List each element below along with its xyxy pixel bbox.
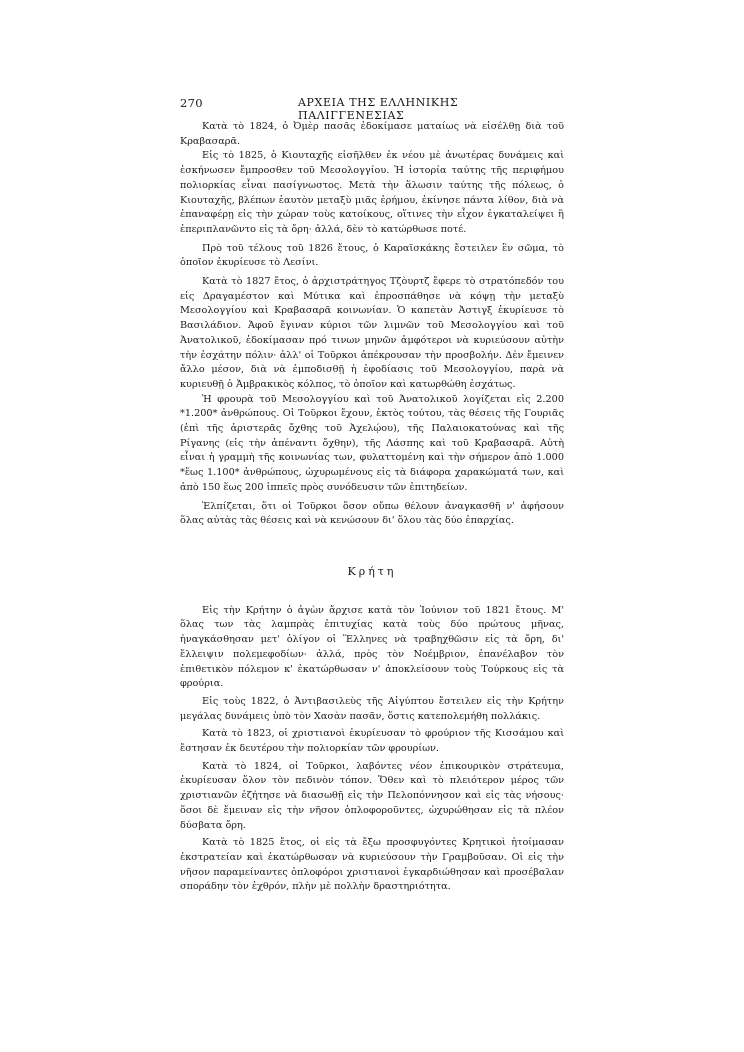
section-title-crete: Κρήτη xyxy=(347,564,397,578)
paragraph-crete-1824: Κατὰ τὸ 1824, οἱ Τοῦρκοι, λαβόντες νέον ἐπικουρικὸν στράτευμα, ἐκυρίευσαν ὅλον τὸν πεδινὸν τόπον. Ὅθεν καὶ τὸ πλειότερον μέρος τῶν χριστιανῶν ἐζήτησε νὰ διασωθῇ εἰς τὴν Πελοπόννησον καὶ εἰς τὰς νήσους· ὅσοι δὲ ἔμειναν εἰς τὴν νῆσον ὁπλοφοροῦντες, ὠχυρώθησαν εἰς τὰ πλέον δύσβατα ὄρη. xyxy=(180,760,564,831)
body-text xyxy=(180,120,564,895)
paragraph-1827-church: Κατὰ τὸ 1827 ἔτος, ὁ ἀρχιστράτηγος Τζὸυρτζ ἔφερε τὸ στρατόπεδόν του εἰς Δραγαμέστον καὶ Μύτικα καὶ ἐπροσπάθησε νὰ κόψῃ τὴν μεταξὺ Μεσολογγίου καὶ Κραβασαρᾶ κοινωνίαν. Ὁ καπετὰν Ἀστιγξ ἐκυρίευσε τὸ Βασιλάδιον. Ἀφοῦ ἔγιναν κύριοι τῶν λιμνῶν τοῦ Μεσολογγίου καὶ τοῦ Ἀνατολικοῦ, ἐδοκίμασαν πρό τινων μηνῶν ἀμφότεροι νὰ κυριεύσουν αὐτὴν τὴν ἐσχάτην πόλιν· ἀλλ' οἱ Τοῦρκοι ἀπέκρουσαν τὴν προσβολήν. Δὲν ἔμεινεν ἄλλο μέσον, διὰ νὰ ἐμποδισθῇ ἡ ἐφοδίασις τοῦ Μεσολογγίου, παρὰ νὰ κυριευθῇ ὁ Ἀμβρακικὸς κόλπος, τὸ ὁποῖον καὶ κατωρθώθη ἐσχάτως. xyxy=(180,276,564,390)
page-header xyxy=(180,96,564,122)
paragraph-crete-1825: Κατὰ τὸ 1825 ἔτος, οἱ εἰς τὰ ἔξω προσφυγόντες Κρητικοὶ ἡτοίμασαν ἐκστρατείαν καὶ ἐκατώρθωσαν νὰ κυριεύσουν τὴν Γραμβοῦσαν. Οἱ εἰς τὴν νῆσον παραμείναντες ὁπλοφόροι χριστιανοὶ ἐγκαρδιώθησαν καὶ προσέβαλαν σποράδην τὸν ἐχθρόν, πλὴν μὲ πολλὴν δραστηριότητα. xyxy=(180,837,564,893)
paragraph-crete-1821: Εἰς τὴν Κρήτην ὁ ἀγὼν ἄρχισε κατὰ τὸν Ἰούνιον τοῦ 1821 ἔτους. Μ' ὅλας των τὰς λαμπρὰς ἐπιτυχίας κατὰ τοὺς δύο πρώτους μῆνας, ἠναγκάσθησαν μετ' ὀλίγον οἱ Ἕλληνες νὰ τραβηχθῶσιν εἰς τὰ ὄρη, δι' ἔλλειψιν πολεμεφοδίων· ἀλλά, πρὸς τὸν Νοέμβριον, ἐπανέλαβον τὸν ἐπιθετικὸν πόλεμον κ' ἐκατώρθωσαν ν' ἀποκλείσουν τοὺς Τούρκους εἰς τὰ φρούρια. xyxy=(180,604,564,690)
paragraph-expectation: Ἐλπίζεται, ὅτι οἱ Τοῦρκοι ὅσον οὔπω θέλουν ἀναγκασθῆ ν' ἀφήσουν ὅλας αὐτὰς τὰς θέσεις καὶ νὰ κενώσουν δι' ὅλου τὰς δύο ἐπαρχίας. xyxy=(180,500,564,527)
paragraph-crete-1822: Εἰς τοὺς 1822, ὁ Ἀντιβασιλεὺς τῆς Αἰγύπτου ἔστειλεν εἰς τὴν Κρήτην μεγάλας δυνάμεις ὑπὸ τὸν Χασὰν πασᾶν, ὅστις κατεπολεμήθη πολλάκις. xyxy=(180,695,564,722)
paragraph-1825-kioutachis: Εἰς τὸ 1825, ὁ Κιουταχῆς εἰσῆλθεν ἐκ νέου μὲ ἀνωτέρας δυνάμεις καὶ ἐσκήνωσεν ἔμπροσθεν τοῦ Μεσολογγίου. Ἡ ἱστορία ταύτης τῆς περιφήμου πολιορκίας εἶναι πασίγνωστος. Μετὰ τὴν ἅλωσιν ταύτης τῆς πόλεως, ὁ Κιουταχῆς, βλέπων ἑαυτὸν μεταξὺ μιᾶς ἐρήμου, ἐκίνησε πάντα λίθον, διὰ νὰ ἐπαναφέρῃ εἰς τὴν χώραν τοὺς κατοίκους, οἵτινες τὴν εἶχον ἐγκαταλείψει ἢ ἐπεριπλανῶντο εἰς τὰ ὄρη· ἀλλά, δὲν τὸ κατώρθωσε ποτέ. xyxy=(180,150,564,235)
paragraph-garrison: Ἡ φρουρὰ τοῦ Μεσολογγίου καὶ τοῦ Ἀνατολικοῦ λογίζεται εἰς 2.200 *1.200* ἀνθρώπους. Οἱ Τοῦρκοι ἔχουν, ἐκτὸς τούτου, τὰς θέσεις τῆς Γουριᾶς (ἐπὶ τῆς ἀριστερᾶς ὄχθης τοῦ Ἀχελῴου), τῆς Παλαιοκατούνας καὶ τῆς Ρίγανης (εἰς τὴν ἀπέναντι ὄχθην), τῆς Λάσπης καὶ τοῦ Κραβασαρᾶ. Αὐτὴ εἶναι ἡ γραμμὴ τῆς κοινωνίας των, φυλαττομένη καὶ τὴν σήμερον ἀπὸ 1.000 *ἕως 1.100* ἀνθρώπους, ὠχυρωμένους εἰς τὰ διάφορα χαρακώματά των, καὶ ἀπὸ 150 ἕως 200 ἱππεῖς πρὸς συνόδευσιν τῶν ἐπιτηδείων. xyxy=(180,393,564,493)
paragraph-1826-karaiskakis: Πρὸ τοῦ τέλους τοῦ 1826 ἔτους, ὁ Καραϊσκάκης ἔστειλεν ἓν σῶμα, τὸ ὁποῖον ἐκυρίευσε τὸ Λεσίνι. xyxy=(180,242,564,269)
paragraph-1824-omer: Κατὰ τὸ 1824, ὁ Ὀμὲρ πασᾶς ἐδοκίμασε ματαίως νὰ εἰσέλθῃ διὰ τοῦ Κραβασαρᾶ. xyxy=(180,121,564,147)
running-title: ΑΡΧΕΙΑ ΤΗΣ ΕΛΛΗΝΙΚΗΣ ΠΑΛΙΓΓΕΝΕΣΙΑΣ xyxy=(298,96,459,122)
page-number: 270 xyxy=(180,96,203,110)
paragraph-crete-1823: Κατὰ τὸ 1823, οἱ χριστιανοὶ ἐκυρίευσαν τὸ φρούριον τῆς Κισσάμου καὶ ἔστησαν ἐκ δευτέρου τὴν πολιορκίαν τῶν φρουρίων. xyxy=(180,728,564,755)
